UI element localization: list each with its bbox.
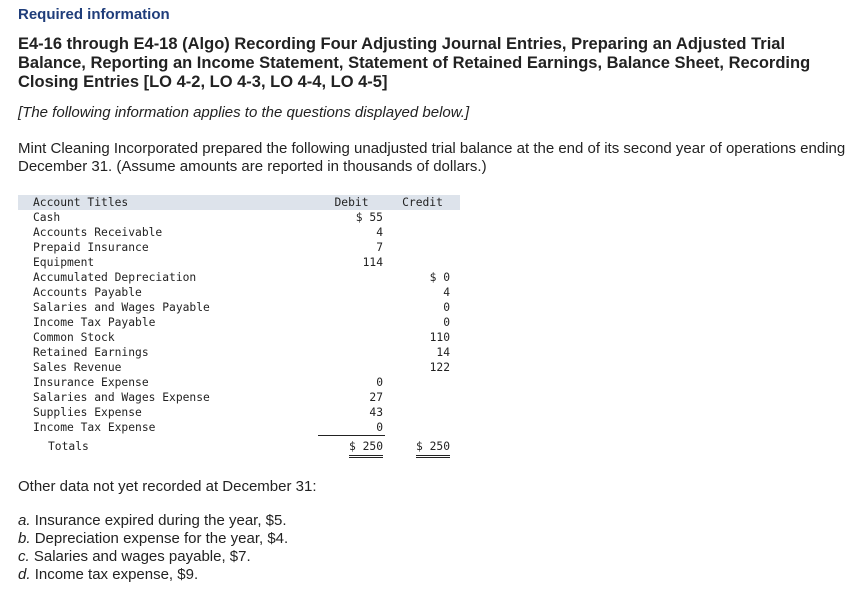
account-cell: Prepaid Insurance (33, 241, 149, 254)
totals-credit-cell (385, 436, 460, 459)
debit-cell: 4 (376, 226, 383, 239)
table-row (18, 315, 460, 330)
credit-cell: $ 0 (429, 271, 450, 284)
account-cell: Salaries and Wages Expense (33, 391, 210, 404)
problem-title: E4-16 through E4-18 (Algo) Recording Four Adjusting Journal Entries, Preparing an Adjusted Trial Balance, Reporting an Income Statement, Statement of Retained Earnings, Balance Sheet, Recording Closing Entries [LO 4-2, LO 4-3, LO 4-4, LO 4-5] (18, 35, 811, 91)
credit-cell: 110 (429, 331, 450, 344)
list-item (18, 548, 288, 566)
credit-cell (385, 390, 460, 405)
table-row (18, 375, 460, 390)
account-cell: Income Tax Expense (33, 421, 156, 435)
item-text: Income tax expense, $9. (34, 566, 199, 583)
account-cell: Common Stock (33, 331, 115, 344)
totals-debit-cell (318, 436, 385, 459)
totals-credit: $ 250 (416, 439, 450, 458)
debit-cell (318, 345, 385, 360)
applies-note: [The following information applies to the questions displayed below.] (18, 104, 470, 121)
intro-paragraph: Mint Cleaning Incorporated prepared the following unadjusted trial balance at the end of its second year of operations ending December 31. (Assume amounts are reported in thousands of dollars.) (18, 140, 846, 175)
debit-cell: 0 (376, 421, 383, 434)
item-label: a. (18, 512, 31, 529)
debit-cell: 27 (369, 391, 383, 404)
list-item (18, 566, 288, 584)
item-text: Depreciation expense for the year, $4. (34, 530, 289, 547)
credit-cell (385, 240, 460, 255)
column-header-credit: Credit (385, 195, 460, 210)
account-cell: Accounts Receivable (33, 226, 163, 239)
account-cell: Cash (33, 211, 61, 224)
credit-cell (385, 210, 460, 225)
debit-cell (318, 270, 385, 285)
table-row (18, 420, 460, 436)
table-row (18, 405, 460, 420)
credit-cell: 14 (436, 346, 450, 359)
account-cell: Insurance Expense (33, 376, 149, 389)
credit-cell: 122 (429, 361, 450, 374)
table-row (18, 390, 460, 405)
item-text: Salaries and wages payable, $7. (33, 548, 251, 565)
list-item (18, 530, 288, 548)
account-cell: Sales Revenue (33, 361, 122, 374)
debit-cell (318, 360, 385, 375)
account-cell: Income Tax Payable (33, 316, 156, 329)
trial-balance-header-row (18, 195, 460, 210)
account-cell: Salaries and Wages Payable (33, 301, 210, 314)
account-cell: Accumulated Depreciation (33, 271, 197, 284)
table-row (18, 210, 460, 225)
debit-cell (318, 315, 385, 330)
credit-cell: 0 (443, 316, 450, 329)
list-item (18, 512, 288, 530)
account-cell: Supplies Expense (33, 406, 142, 419)
required-information-label: Required information (18, 6, 170, 23)
table-row (18, 225, 460, 240)
debit-cell: 7 (376, 241, 383, 254)
credit-cell: 0 (443, 301, 450, 314)
table-row (18, 330, 460, 345)
table-row (18, 360, 460, 375)
table-row (18, 285, 460, 300)
account-cell: Accounts Payable (33, 286, 142, 299)
debit-cell: 114 (362, 256, 383, 269)
other-data-list (18, 512, 288, 584)
trial-balance-table (18, 195, 460, 458)
item-label: c. (18, 548, 30, 565)
table-row (18, 300, 460, 315)
column-header-account: Account Titles (18, 195, 318, 210)
debit-cell: $ 55 (355, 211, 383, 224)
credit-cell (385, 375, 460, 390)
debit-cell: 43 (369, 406, 383, 419)
totals-row (18, 436, 460, 459)
table-row (18, 270, 460, 285)
totals-label: Totals (48, 439, 89, 453)
account-cell: Retained Earnings (33, 346, 149, 359)
debit-cell (318, 285, 385, 300)
debit-cell (318, 300, 385, 315)
account-cell: Equipment (33, 256, 95, 269)
table-row (18, 345, 460, 360)
item-label: d. (18, 566, 31, 583)
credit-cell (385, 405, 460, 420)
other-data-title: Other data not yet recorded at December 31: (18, 478, 317, 495)
totals-debit: $ 250 (349, 439, 383, 458)
credit-cell (385, 255, 460, 270)
item-text: Insurance expired during the year, $5. (34, 512, 287, 529)
debit-cell (318, 330, 385, 345)
debit-cell: 0 (376, 376, 383, 389)
table-row (18, 255, 460, 270)
column-header-debit: Debit (318, 195, 385, 210)
item-label: b. (18, 530, 31, 547)
credit-cell (385, 225, 460, 240)
credit-cell: 4 (443, 286, 450, 299)
credit-cell (385, 420, 460, 436)
table-row (18, 240, 460, 255)
